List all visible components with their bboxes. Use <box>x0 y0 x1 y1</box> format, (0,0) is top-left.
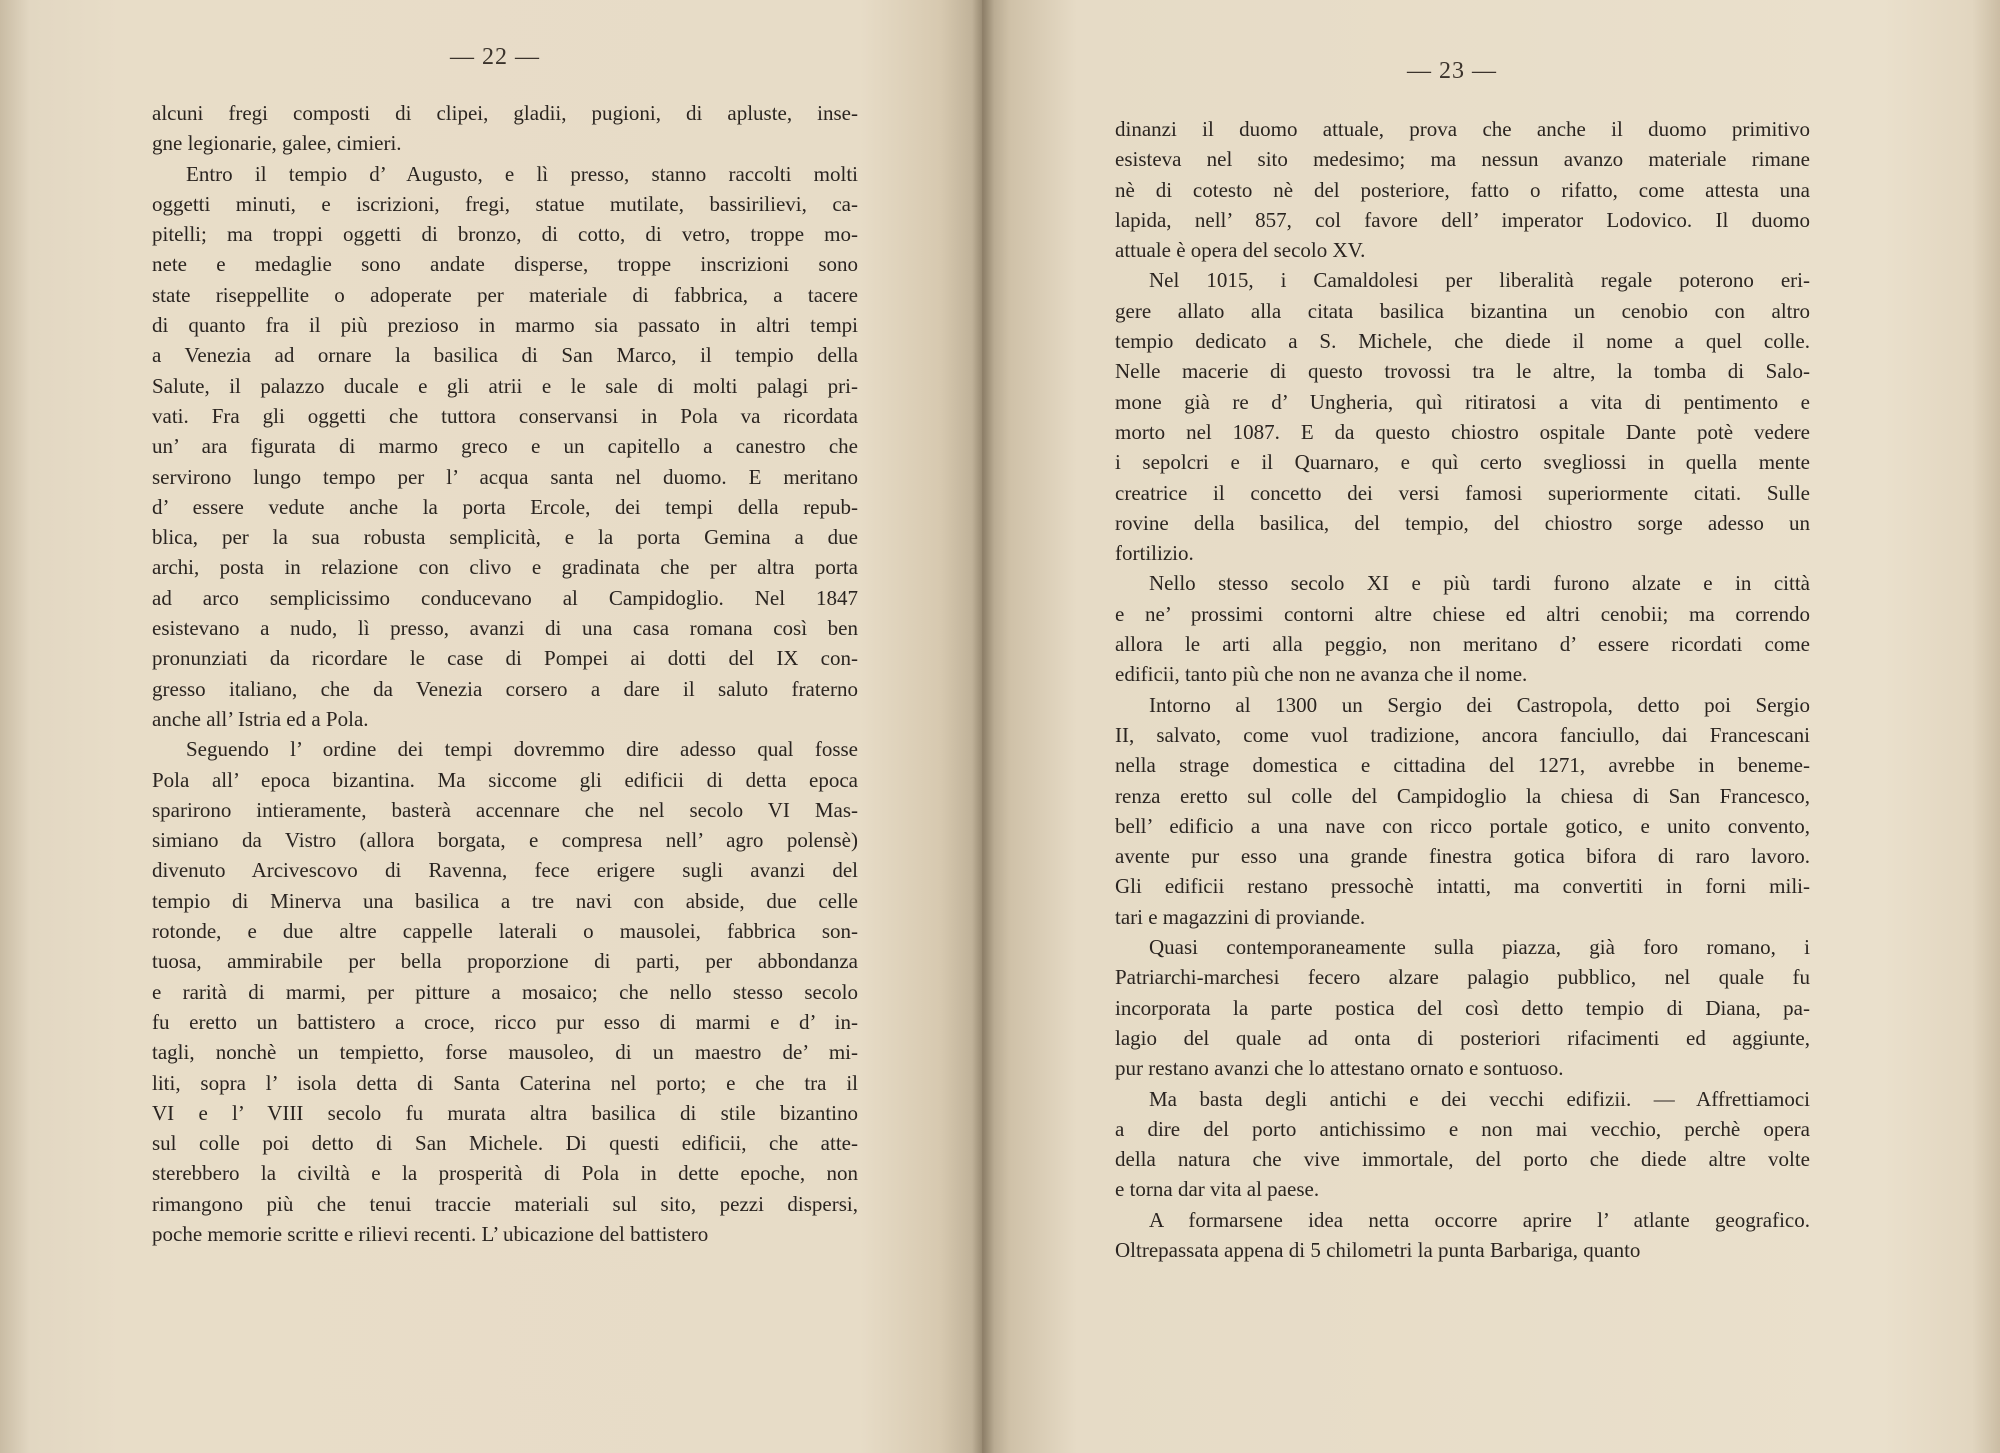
text-line: allora le arti alla peggio, non meritano d’ essere ricordati come <box>1115 632 1810 657</box>
text-line: fu eretto un battistero a croce, ricco pur esso di marmi e d’ in- <box>152 1009 858 1034</box>
text-line: morto nel 1087. E da questo chiostro ospitale Dante potè vedere <box>1115 419 1810 444</box>
text-line: bell’ edificio a una nave con ricco portale gotico, e unito convento, <box>1115 813 1810 838</box>
text-line: Entro il tempio d’ Augusto, e lì presso, stanno raccolti molti <box>186 161 858 186</box>
text-line: vati. Fra gli oggetti che tuttora conservansi in Pola va ricordata <box>152 403 858 428</box>
right-page-body <box>1115 114 1810 1265</box>
text-line: sterebbero la civiltà e la prosperità di Pola in dette epoche, non <box>152 1161 858 1186</box>
text-line: dinanzi il duomo attuale, prova che anche il duomo primitivo <box>1115 117 1810 141</box>
text-line: liti, sopra l’ isola detta di Santa Caterina nel porto; e che tra il <box>152 1070 858 1095</box>
text-line: Intorno al 1300 un Sergio dei Castropola, detto poi Sergio <box>1149 692 1810 717</box>
text-line: sul colle poi detto di San Michele. Di questi edificii, che atte- <box>152 1131 858 1156</box>
text-line: rimangono più che tenui traccie materiali sul sito, pezzi dispersi, <box>152 1191 858 1216</box>
text-line: Pola all’ epoca bizantina. Ma siccome gli edificii di detta epoca <box>152 767 858 792</box>
text-line: un’ ara figurata di marmo greco e un capitello a canestro che <box>152 434 858 459</box>
text-line: creatrice il concetto dei versi famosi superiormente citati. Sulle <box>1115 480 1810 505</box>
text-line: esistevano a nudo, lì presso, avanzi di una casa romana così ben <box>152 616 858 641</box>
book-gutter <box>972 0 994 1453</box>
text-line: lapida, nell’ 857, col favore dell’ imperator Lodovico. Il duomo <box>1115 207 1810 232</box>
left-page-body <box>152 98 858 1249</box>
text-line: nete e medaglie sono andate disperse, troppe inscrizioni sono <box>152 252 858 277</box>
text-line: state riseppellite o adoperate per materiale di fabbrica, a tacere <box>152 282 858 307</box>
text-line: VI e l’ VIII secolo fu murata altra basilica di stile bizantino <box>152 1100 858 1125</box>
text-line: tempio dedicato a S. Michele, che diede il nome a quel colle. <box>1115 329 1810 354</box>
text-line: Quasi contemporaneamente sulla piazza, già foro romano, i <box>1149 935 1810 960</box>
text-line: pronunziati da ricordare le case di Pompei ai dotti del IX con- <box>152 646 858 671</box>
text-line: poche memorie scritte e rilievi recenti. L’ ubicazione del battistero <box>152 1221 709 1246</box>
text-line: i sepolcri e il Quarnaro, e quì certo svegliossi in quella mente <box>1115 450 1810 475</box>
text-line: Nello stesso secolo XI e più tardi furono alzate e in città <box>1149 571 1810 596</box>
left-page <box>0 0 982 1453</box>
text-line: A formarsene idea netta occorre aprire l’ atlante geografico. <box>1149 1207 1810 1232</box>
text-line: II, salvato, come vuol tradizione, ancora fanciullo, dai Francescani <box>1115 722 1810 747</box>
text-line: pur restano avanzi che lo attestano ornato e sontuoso. <box>1115 1056 1564 1081</box>
text-line: nella strage domestica e cittadina del 1271, avrebbe in beneme- <box>1115 753 1810 778</box>
text-line: Gli edificii restano pressochè intatti, ma convertiti in forni mili- <box>1115 874 1810 899</box>
text-line: incorporata la parte postica del così detto tempio di Diana, pa- <box>1115 995 1810 1020</box>
text-line: simiano da Vistro (allora borgata, e compresa nell’ agro polensè) <box>152 828 858 853</box>
page-number-left: — 22 — <box>450 44 540 70</box>
text-line: Oltrepassata appena di 5 chilometri la punta Barbariga, quanto <box>1115 1237 1641 1262</box>
text-line: della natura che vive immortale, del porto che diede altre volte <box>1115 1147 1810 1172</box>
right-page <box>982 0 2000 1453</box>
text-line: gere allato alla citata basilica bizantina un cenobio con altro <box>1115 298 1810 323</box>
text-line: mone già re d’ Ungheria, quì ritiratosi a vita di pentimento e <box>1115 389 1810 414</box>
text-line: Salute, il palazzo ducale e gli atrii e le sale di molti palagi pri- <box>152 373 858 398</box>
text-line: oggetti minuti, e iscrizioni, fregi, statue mutilate, bassirilievi, ca- <box>152 191 858 216</box>
text-line: di quanto fra il più prezioso in marmo sia passato in altri tempi <box>152 313 858 338</box>
page-number-right: — 23 — <box>1407 58 1497 84</box>
text-line: Seguendo l’ ordine dei tempi dovremmo dire adesso qual fosse <box>186 737 858 762</box>
text-line: divenuto Arcivescovo di Ravenna, fece erigere sugli avanzi del <box>152 858 858 883</box>
text-line: edificii, tanto più che non ne avanza che il nome. <box>1115 662 1528 687</box>
text-line: e rarità di marmi, per pitture a mosaico; che nello stesso secolo <box>152 979 858 1004</box>
text-line: archi, posta in relazione con clivo e gradinata che per altra porta <box>152 555 858 580</box>
text-line: Nelle macerie di questo trovossi tra le altre, la tomba di Salo- <box>1115 359 1810 384</box>
text-line: Ma basta degli antichi e dei vecchi edifizii. — Affrettiamoci <box>1149 1086 1810 1111</box>
text-line: tuosa, ammirabile per bella proporzione di parti, per abbondanza <box>152 949 858 974</box>
text-line: rotonde, e due altre cappelle laterali o mausolei, fabbrica son- <box>152 919 858 944</box>
text-line: pitelli; ma troppi oggetti di bronzo, di cotto, di vetro, troppe mo- <box>152 222 858 247</box>
text-line: Nel 1015, i Camaldolesi per liberalità regale poterono eri- <box>1149 268 1810 293</box>
text-line: d’ essere vedute anche la porta Ercole, dei tempi della repub- <box>152 494 858 519</box>
text-line: tagli, nonchè un tempietto, forse mausoleo, di un maestro de’ mi- <box>152 1040 858 1065</box>
text-line: a Venezia ad ornare la basilica di San Marco, il tempio della <box>152 343 858 368</box>
text-line: servirono lungo tempo per l’ acqua santa nel duomo. E meritano <box>152 464 858 489</box>
text-line: gresso italiano, che da Venezia corsero a dare il saluto fraterno <box>152 676 858 701</box>
text-line: rovine della basilica, del tempio, del chiostro sorge adesso un <box>1115 510 1810 535</box>
text-line: alcuni fregi composti di clipei, gladii, pugioni, di apluste, inse- <box>152 101 858 125</box>
text-line: e torna dar vita al paese. <box>1115 1177 1320 1202</box>
text-line: tempio di Minerva una basilica a tre navi con abside, due celle <box>152 888 858 913</box>
text-line: Patriarchi-marchesi fecero alzare palagio pubblico, nel quale fu <box>1115 965 1810 990</box>
text-line: avente pur esso una grande finestra gotica bifora di raro lavoro. <box>1115 844 1810 869</box>
text-line: attuale è opera del secolo XV. <box>1115 238 1366 263</box>
text-line: ad arco semplicissimo conducevano al Campidoglio. Nel 1847 <box>152 585 858 610</box>
text-line: fortilizio. <box>1115 541 1194 566</box>
text-line: gne legionarie, galee, cimieri. <box>152 131 402 156</box>
text-line: esisteva nel sito medesimo; ma nessun avanzo materiale rimane <box>1115 147 1810 172</box>
text-line: a dire del porto antichissimo e non mai vecchio, perchè opera <box>1115 1116 1810 1141</box>
text-line: lagio del quale ad onta di posteriori rifacimenti ed aggiunte, <box>1115 1025 1810 1050</box>
text-line: e ne’ prossimi contorni altre chiese ed altri cenobii; ma correndo <box>1115 601 1810 626</box>
text-line: blica, per la sua robusta semplicità, e la porta Gemina a due <box>152 525 858 550</box>
text-line: anche all’ Istria ed a Pola. <box>152 706 369 731</box>
text-line: sparirono intieramente, basterà accennare che nel secolo VI Mas- <box>152 797 858 822</box>
text-line: nè di cotesto nè del posteriore, fatto o rifatto, come attesta una <box>1115 177 1810 202</box>
text-line: tari e magazzini di proviande. <box>1115 904 1366 929</box>
text-line: renza eretto sul colle del Campidoglio la chiesa di San Francesco, <box>1115 783 1810 808</box>
